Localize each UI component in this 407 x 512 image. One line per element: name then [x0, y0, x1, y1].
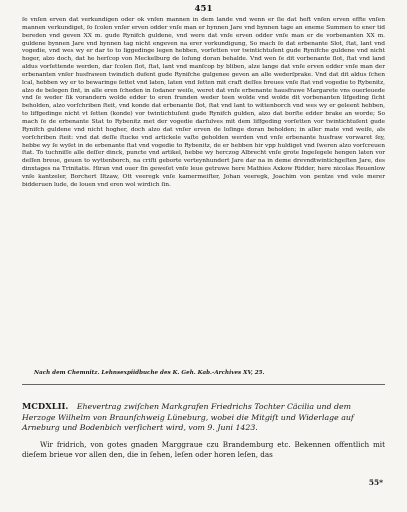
- separator-line: [22, 384, 385, 385]
- document-heading: [22, 401, 385, 434]
- source-note: Nach dem Chemnitz. Lehnsexpiidbuche des K. Geh. Kab.-Archives XV, 25.: [34, 370, 265, 376]
- body-paragraph: ſe vnſen erven dat verkundigen oder ok vnſen mannen in dem lande vnd wenn er ſie dat heft vnſen erven effte vnſen mannen verkundiget, ſo ſcolen vnſer erven odder vnſe man er hynnen Jare vnd bynnen tage an eneme Summen to ener tid bereden vnd geven XX m. gude Rynifch guldene, vnd were dat vnſe erven odder vnſe man er de vorbenanten XX m. guldene bynnen Jare vnd bynnen tag nicht engeven na erer vorkundigung, So mach ſe dat erbenante Slot, ſtat, lant vnd vogedie, vnd wes wy er dar to to liggedinge legen hebben, vorſetten vor twintichtuſent gude Rynifche guldene vnd nicht hoger, alzo doch, dat he herſcop von Meckelburg de loſung doran behalde. Vnd wen ſe dit vorbenante ſlot, ſtat vnd land aldus vorſettende werden, dar ſcolen ſlot, ſtat, lant vnd manſcop by bliben, alze lange dat vnſe erven edder vnſe man der erbenanten vnſer husfrawen twindich dufent gude Rynifche gulgenee geven an alle wederſprake. Vnd dat dit aldus ſchen lcal, hebben wy er to bewaringe ſettet vnd laten, laten vnd ſetten mit craft deſſes breues vnſe ſtat vnd vogedie to Rybenitz, alzo de belegen ſint, in alle eren ſcheden in ſodaner weiſe, weret dat vnſe erbenante hausfrawe Margarete vns ouerleuede vnd ſe weder ſik vorandern wolde edder to eren frunden weder teen wolde vnd wolde dit vorbenanten lifgeding ſicht beholden, alzo vorſchriben ſteit, vnd konde dat erbenante ſlot, ſtat vnd lant to wittenborch vnd wes wy er geleent hebben, to liffgedinge nicht vt ſetten (konde) vor twintichtuſent gude Rynifch gulden, alzo dat borſte edder brake an worde; So mach ſe de erbenante Stat to Rybenitz met der vogedie darſulves mit dem liffgeding vorſetten vor twintichtuſent gude Rynifch guldene vnd nicht hogher, doch alzo dat vnſer erven de loſinge doran beholden; in aller mate vnd weiſe, als vorſchriben ſteit: vnd dat deſſe ſtucke vnd artickele vaſte geholden werden vnd vnſe erbenante husfraw vorwaret ſey, hebbe wy ſe wyſet in de erbenante ſtat vnd vogedie to Rybenitz, de er hebben hir vpp huldiget vnd ſweren alzo vorſcreuen ſtat. To tuchniſſe alle deſſer dinck, puncte vnd artikel, hebbe wy herczog Albrecht vnſe grote Ingeſegele hengen laten vor deſſen breue, geuen to wyttenborch, na criſti geborte verteynhundert Jare dar na in deme drevndtwintichgeſten Jare, des dinxtages na Trinitatis. Hiran vnd ouer ſin geweſet vnſe leue getruwe here Mathies Axkow Ridder, here nicolas Reuenlow vnſe kantzeler, Borchert Iltzaw, Ott veeregk vnſe kamermeiſter, Johan veeregk, Joachim von pentze vnd vele merer bidderuen lude, de louen vnd eren wol wirdich ſin.: [22, 17, 385, 188]
- page-number: 451: [194, 4, 213, 14]
- document-number: MCDXLII.: [22, 401, 69, 411]
- document-title: Ehevertrag zwiſchen Markgrafen Friedrichs Tochter Cäcilia und dem Herzoge Wilhelm von Braunſchweig Lüneburg, wobei die Mitgiſt und Widerlage auf Arneburg und Bodenbich verſichert wird, vom 9. Juni 1423.: [22, 402, 354, 433]
- document-body: Wir fridrich, von gotes gnaden Marggraue czu Brandemburg etc. Bekennen offentlich mit dieſem brieue vor allen den, die in ſehen, leſen oder horen leſen, das: [22, 440, 385, 460]
- signature-mark: 55*: [368, 478, 383, 487]
- body-text: [22, 17, 385, 190]
